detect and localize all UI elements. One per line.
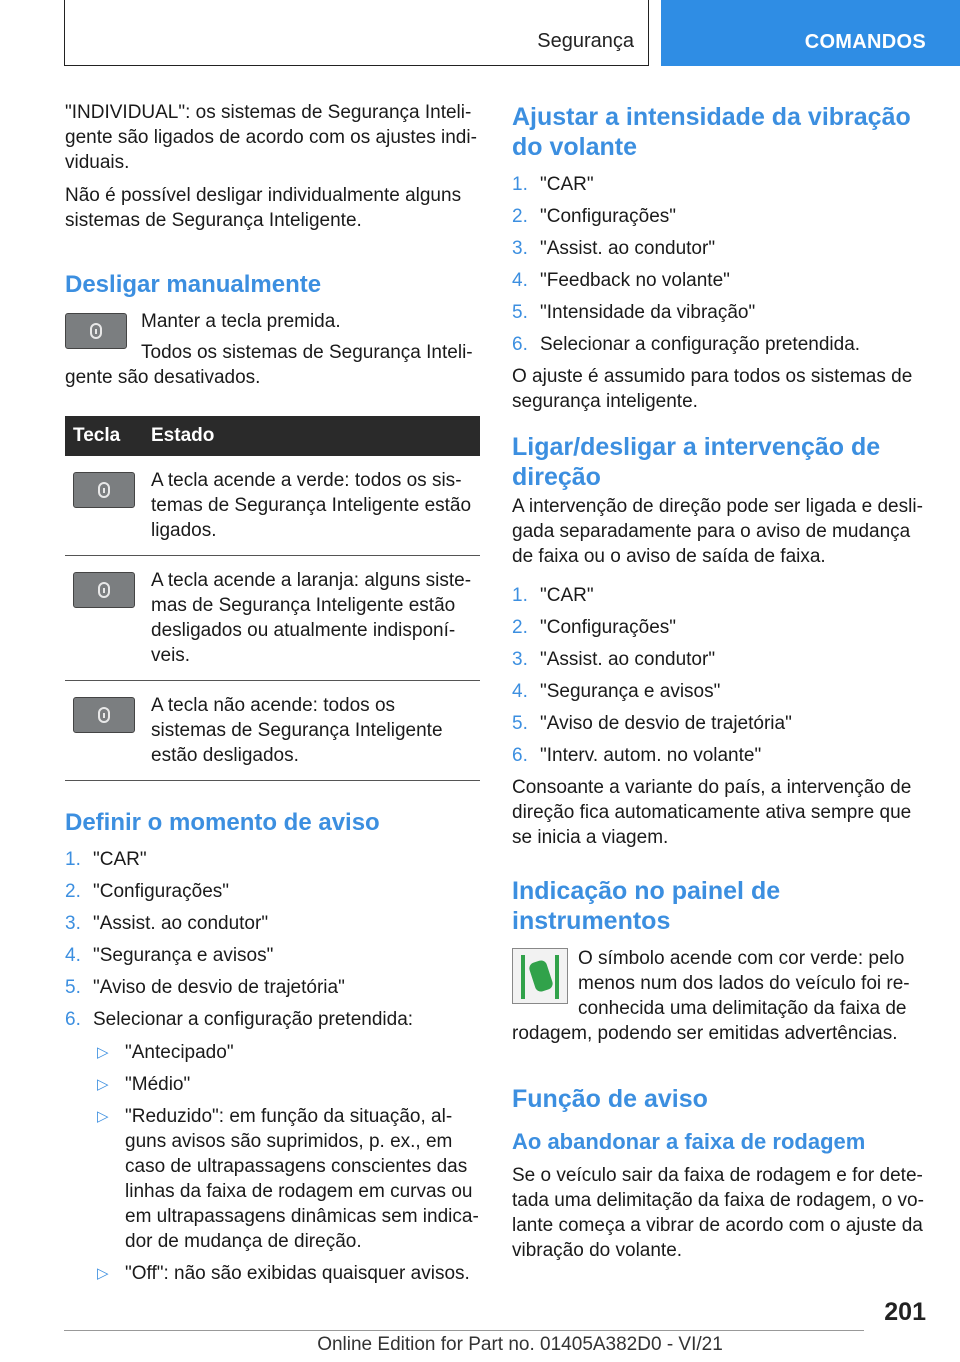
heading-manual-disable: Desligar manualmente xyxy=(65,271,322,298)
heading-warning-function: Função de aviso xyxy=(512,1085,708,1113)
vibration-steps xyxy=(512,172,927,357)
triangle-bullet-icon: ▷ xyxy=(97,1076,109,1093)
triangle-bullet-icon: ▷ xyxy=(97,1265,109,1282)
table-row xyxy=(65,556,480,681)
list-item: 2. "Configurações" xyxy=(512,617,677,638)
heading-instrument-panel: Indicação no painel de instrumentos xyxy=(512,877,781,935)
heading-vibration: Ajustar a intensidade da vibração do volante xyxy=(512,103,911,161)
list-item: 4. "Segurança e avisos" xyxy=(65,945,274,966)
leaving-lane-paragraph: Se o veículo sair da faixa de rodagem e for detetada uma delimitação da faixa de rodagem, o volante começa a vibrar de acordo com o ajuste da vibração do volante. xyxy=(512,1165,924,1261)
list-item: 4. "Segurança e avisos" xyxy=(512,681,721,702)
panel-paragraph: O símbolo acende com cor verde: pelo menos num dos lados do veículo foi reconhecida uma delimitação da faixa de rodagem, podendo ser emitidas advertências. xyxy=(512,948,910,1044)
list-item: 5. "Aviso de desvio de trajetória" xyxy=(512,713,792,734)
manual-step: Manter a tecla premida. xyxy=(141,311,341,332)
steering-paragraph: A intervenção de direção pode ser ligada e desligada separadamente para o aviso de mudança de faixa ou o aviso de saída de faixa. xyxy=(512,496,923,567)
panel-indicator-block xyxy=(512,946,927,1054)
left-column xyxy=(65,100,480,1293)
list-item: 3. "Assist. ao condutor" xyxy=(65,913,269,934)
right-column xyxy=(512,100,927,1271)
warning-time-steps xyxy=(65,847,480,1286)
table-row xyxy=(65,456,480,556)
list-item: 6. Selecionar a configuração pretendida. xyxy=(512,334,861,355)
footer-edition: Online Edition for Part no. 01405A382D0 - VI/21 xyxy=(317,1334,723,1355)
warning-options xyxy=(93,1040,480,1286)
list-item: 2. "Configurações" xyxy=(65,881,230,902)
table-cell-state: A tecla acende a laranja: alguns sistemas de Segurança Inteligente estão desligados ou atualmente indisponíveis. xyxy=(143,556,480,681)
button-state-table xyxy=(65,416,480,781)
cannot-disable-paragraph: Não é possível desligar individualmente alguns sistemas de Segurança Inteligente. xyxy=(65,185,462,231)
table-row xyxy=(65,681,480,781)
list-item: ▷ "Antecipado" xyxy=(97,1042,234,1063)
heading-steering-intervention: Ligar/desligar a intervenção de direção xyxy=(512,433,881,491)
header-chapter-tab[interactable] xyxy=(661,0,960,66)
list-item: ▷ "Reduzido": em função da situação, alguns avisos são suprimidos, p. ex., em caso de ultrapassagens conscientes das linhas da faixa de rodagem em curvas ou em ultrapassagens dinâmicas sem indicador de mudança de direção. xyxy=(97,1106,479,1252)
header-chapter-title: COMANDOS xyxy=(804,31,926,53)
list-item: 2. "Configurações" xyxy=(512,206,677,227)
list-item: 3. "Assist. ao condutor" xyxy=(512,238,716,259)
triangle-bullet-icon: ▷ xyxy=(97,1108,109,1125)
footer-divider xyxy=(64,1330,864,1331)
manual-disable-block xyxy=(65,309,480,398)
list-item: 6. Selecionar a configuração pretendida: ▷ "Antecipado" ▷ "Médio" ▷ "Reduzido": em função da situação, alguns avisos são suprimidos, p. ex., em caso de ultrapassagens conscientes das linhas da faixa de rodagem em curvas ou em ultrapassagens dinâmicas sem indicador de mudança de direção. ▷ "Off": não são exibidas quaisquer avisos. xyxy=(65,1009,479,1284)
table-cell-state: A tecla acende a verde: todos os sistemas de Segurança Inteligente estão ligados. xyxy=(143,456,480,556)
safety-button-icon xyxy=(73,472,135,508)
header-section-box xyxy=(64,0,649,66)
list-item: ▷ "Médio" xyxy=(97,1074,191,1095)
list-item: 1. "CAR" xyxy=(65,849,147,870)
table-header-state: Estado xyxy=(143,416,480,456)
vibration-note: O ajuste é assumido para todos os sistemas de segurança inteligente. xyxy=(512,366,913,412)
individual-paragraph: "INDIVIDUAL": os sistemas de Segurança Inteligente são ligados de acordo com os ajustes individuais. xyxy=(65,102,477,173)
steering-steps xyxy=(512,583,927,768)
header-section-title: Segurança xyxy=(537,30,634,52)
lane-departure-icon xyxy=(512,948,568,1004)
safety-button-icon xyxy=(73,697,135,733)
table-cell-state: A tecla não acende: todos os sistemas de Segurança Inteligente estão desligados. xyxy=(143,681,480,781)
list-item: 1. "CAR" xyxy=(512,174,594,195)
list-item: 6. "Interv. autom. no volante" xyxy=(512,745,762,766)
list-item: 5. "Intensidade da vibração" xyxy=(512,302,756,323)
heading-warning-time: Definir o momento de aviso xyxy=(65,809,380,836)
table-header-key: Tecla xyxy=(65,416,143,456)
triangle-bullet-icon: ▷ xyxy=(97,1044,109,1061)
heading-leaving-lane: Ao abandonar a faixa de rodagem xyxy=(512,1129,866,1154)
safety-button-icon xyxy=(65,313,127,349)
list-item: 3. "Assist. ao condutor" xyxy=(512,649,716,670)
list-item: ▷ "Off": não são exibidas quaisquer avisos. xyxy=(97,1263,470,1284)
list-item: 1. "CAR" xyxy=(512,585,594,606)
page-number: 201 xyxy=(884,1298,926,1326)
list-item: 4. "Feedback no volante" xyxy=(512,270,730,291)
steering-country-note: Consoante a variante do país, a intervenção de direção fica automaticamente ativa sempre que se inicia a viagem. xyxy=(512,777,912,848)
manual-result: Todos os sistemas de Segurança Inteligente são desativados. xyxy=(65,342,473,388)
safety-button-icon xyxy=(73,572,135,608)
list-item: 5. "Aviso de desvio de trajetória" xyxy=(65,977,345,998)
